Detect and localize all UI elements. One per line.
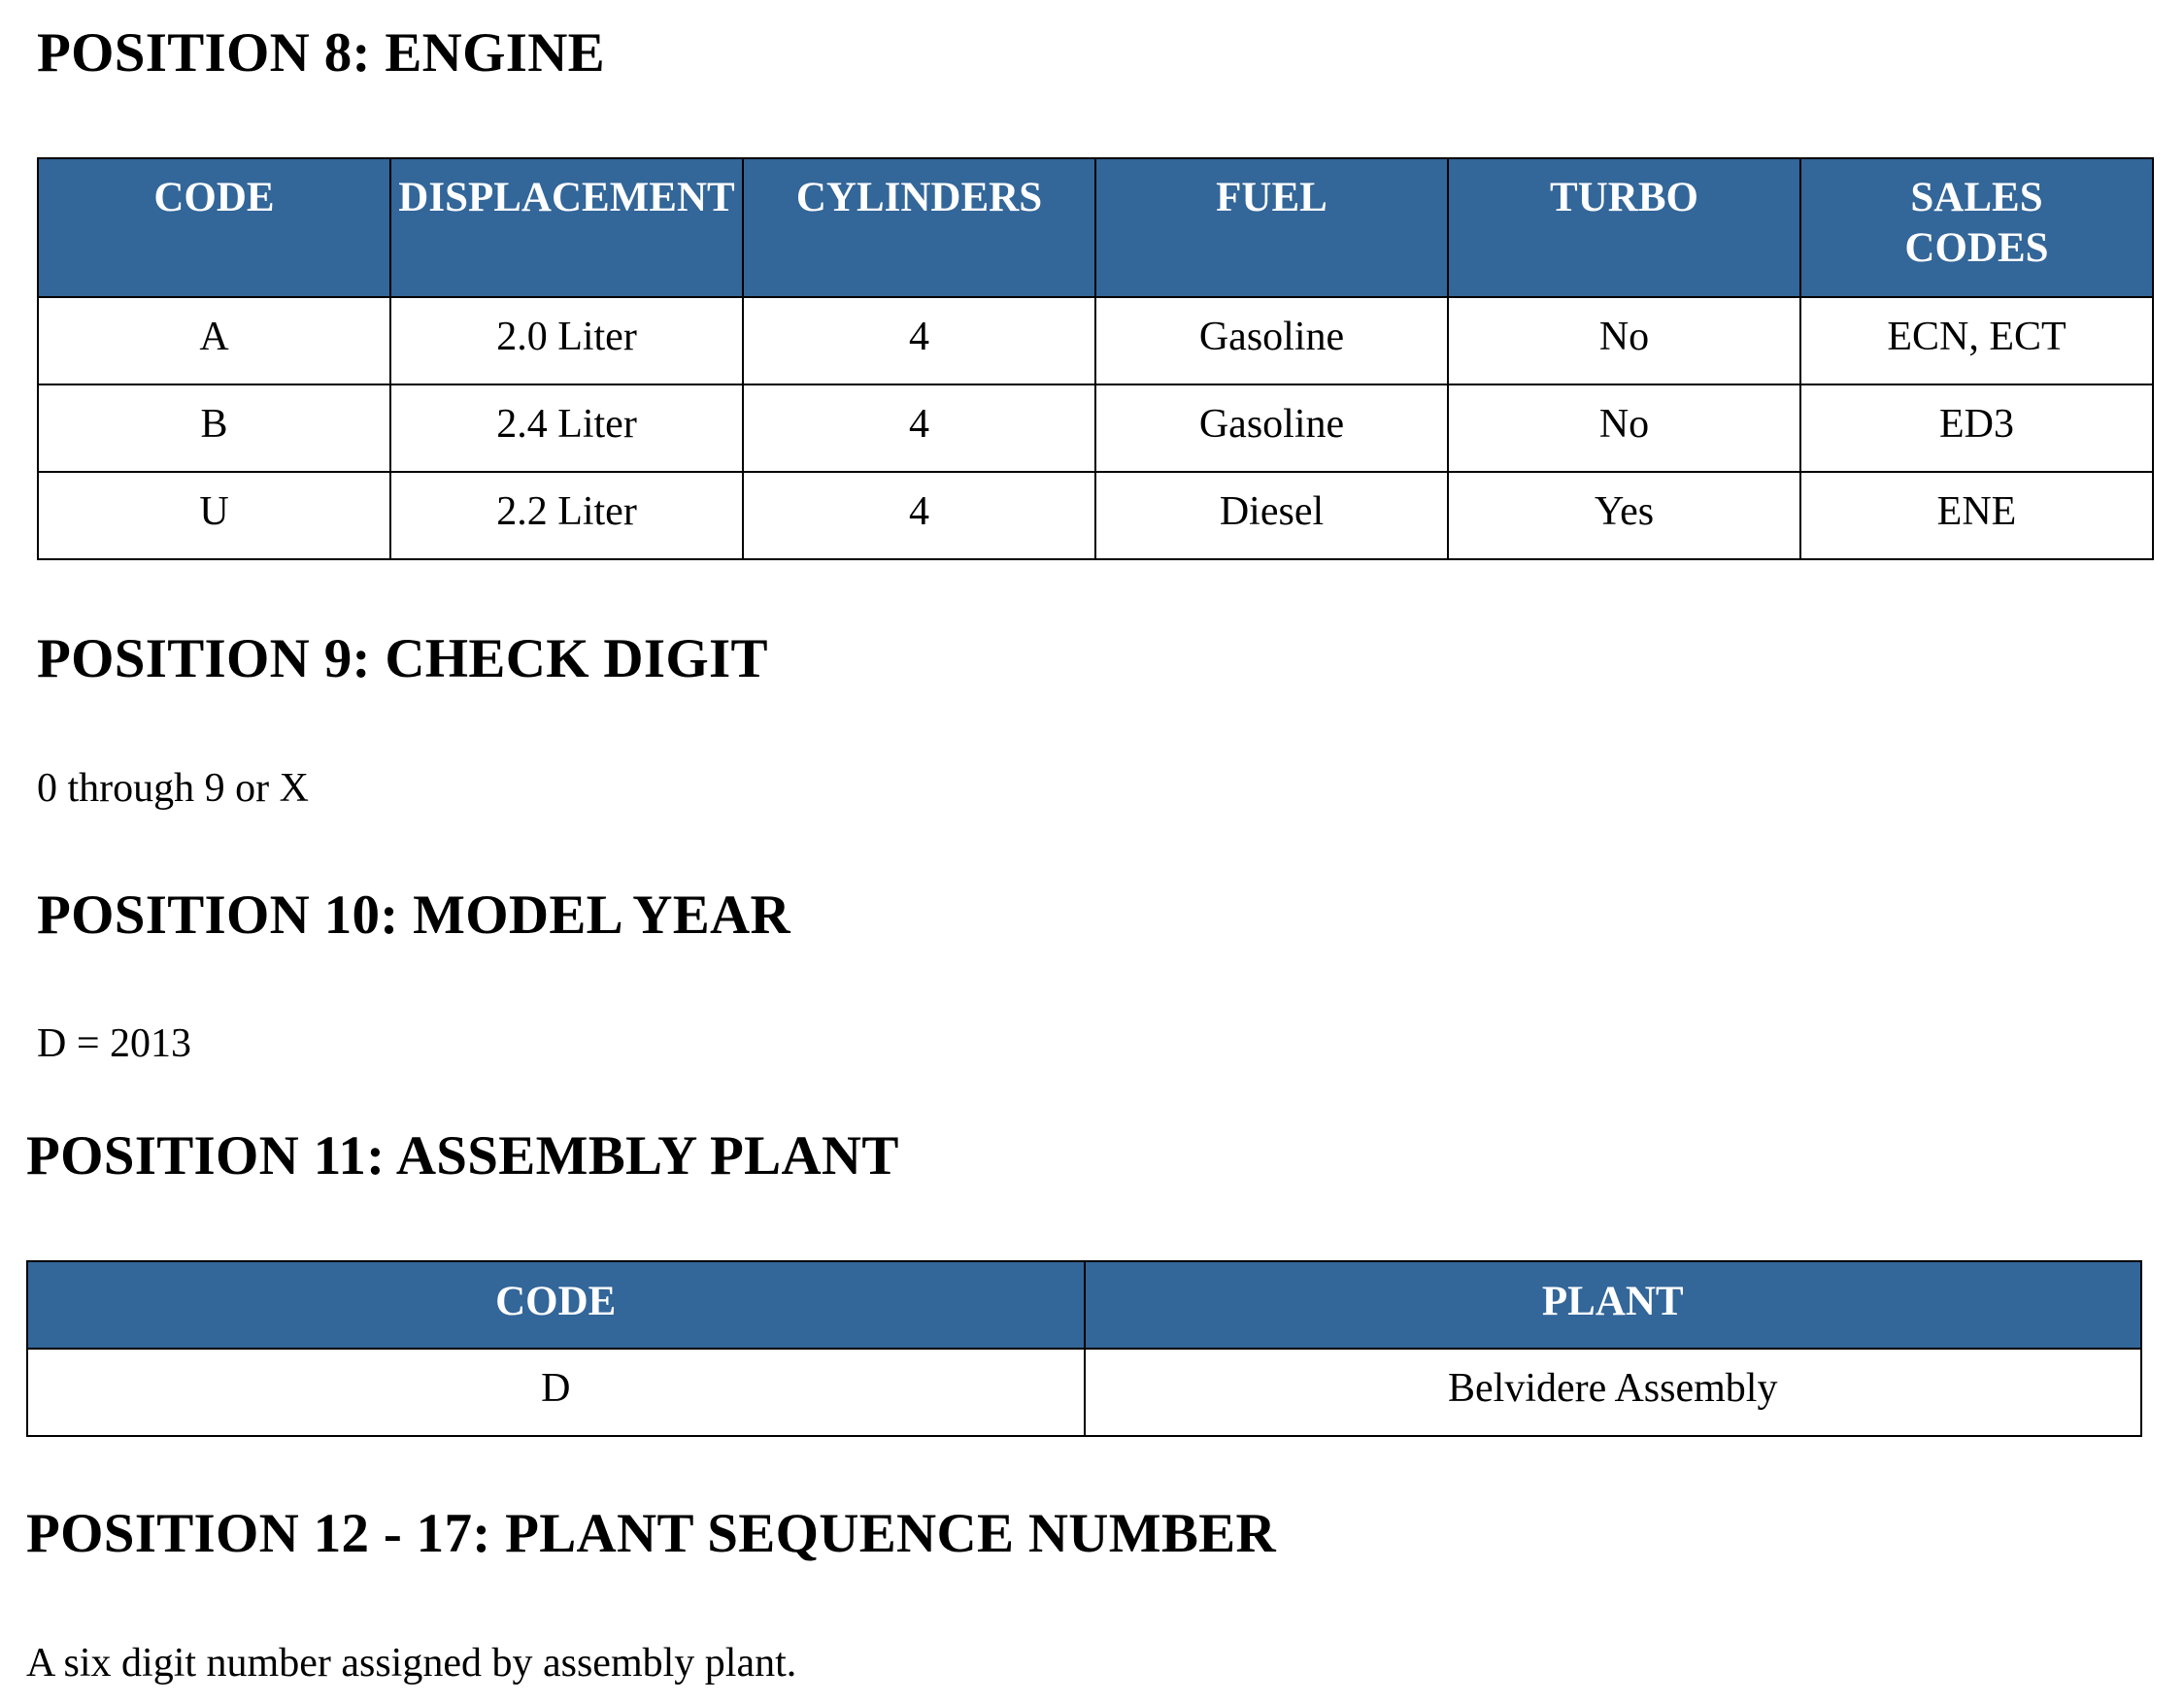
engine-header-code: CODE	[38, 158, 390, 297]
engine-header-displacement: DISPLACEMENT	[390, 158, 743, 297]
check-digit-section-heading: POSITION 9: CHECK DIGIT	[37, 628, 768, 689]
engine-header-cylinders: CYLINDERS	[743, 158, 1095, 297]
engine-table-header-row	[38, 158, 2153, 297]
table-row	[38, 297, 2153, 384]
sequence-number-section-heading: POSITION 12 - 17: PLANT SEQUENCE NUMBER	[26, 1503, 1276, 1564]
engine-cell-sales-codes: ENE	[1800, 472, 2153, 559]
plant-cell-plant: Belvidere Assembly	[1085, 1349, 2142, 1436]
engine-cell-fuel: Gasoline	[1095, 384, 1448, 472]
model-year-section-heading: POSITION 10: MODEL YEAR	[37, 885, 790, 946]
engine-header-turbo: TURBO	[1448, 158, 1800, 297]
engine-cell-displacement: 2.4 Liter	[390, 384, 743, 472]
engine-cell-displacement: 2.0 Liter	[390, 297, 743, 384]
engine-table	[37, 157, 2154, 560]
model-year-text: D = 2013	[37, 1021, 192, 1066]
check-digit-text: 0 through 9 or X	[37, 766, 309, 811]
plant-table-header-row	[27, 1261, 2141, 1349]
engine-cell-turbo: No	[1448, 384, 1800, 472]
engine-header-sales-codes: SALES CODES	[1800, 158, 2153, 297]
engine-cell-fuel: Gasoline	[1095, 297, 1448, 384]
engine-cell-code: A	[38, 297, 390, 384]
engine-cell-cylinders: 4	[743, 384, 1095, 472]
table-row	[27, 1349, 2141, 1436]
engine-cell-sales-codes: ECN, ECT	[1800, 297, 2153, 384]
engine-cell-displacement: 2.2 Liter	[390, 472, 743, 559]
engine-cell-code: B	[38, 384, 390, 472]
table-row	[38, 384, 2153, 472]
engine-cell-turbo: No	[1448, 297, 1800, 384]
engine-cell-cylinders: 4	[743, 297, 1095, 384]
table-row	[38, 472, 2153, 559]
assembly-plant-section-heading: POSITION 11: ASSEMBLY PLANT	[26, 1125, 899, 1186]
plant-cell-code: D	[27, 1349, 1085, 1436]
engine-header-fuel: FUEL	[1095, 158, 1448, 297]
engine-section-heading: POSITION 8: ENGINE	[37, 22, 606, 83]
engine-cell-turbo: Yes	[1448, 472, 1800, 559]
engine-cell-sales-codes: ED3	[1800, 384, 2153, 472]
engine-cell-code: U	[38, 472, 390, 559]
sequence-number-text: A six digit number assigned by assembly plant.	[26, 1641, 797, 1686]
assembly-plant-table	[26, 1260, 2142, 1437]
plant-header-code: CODE	[27, 1261, 1085, 1349]
engine-cell-fuel: Diesel	[1095, 472, 1448, 559]
engine-cell-cylinders: 4	[743, 472, 1095, 559]
plant-header-plant: PLANT	[1085, 1261, 2142, 1349]
